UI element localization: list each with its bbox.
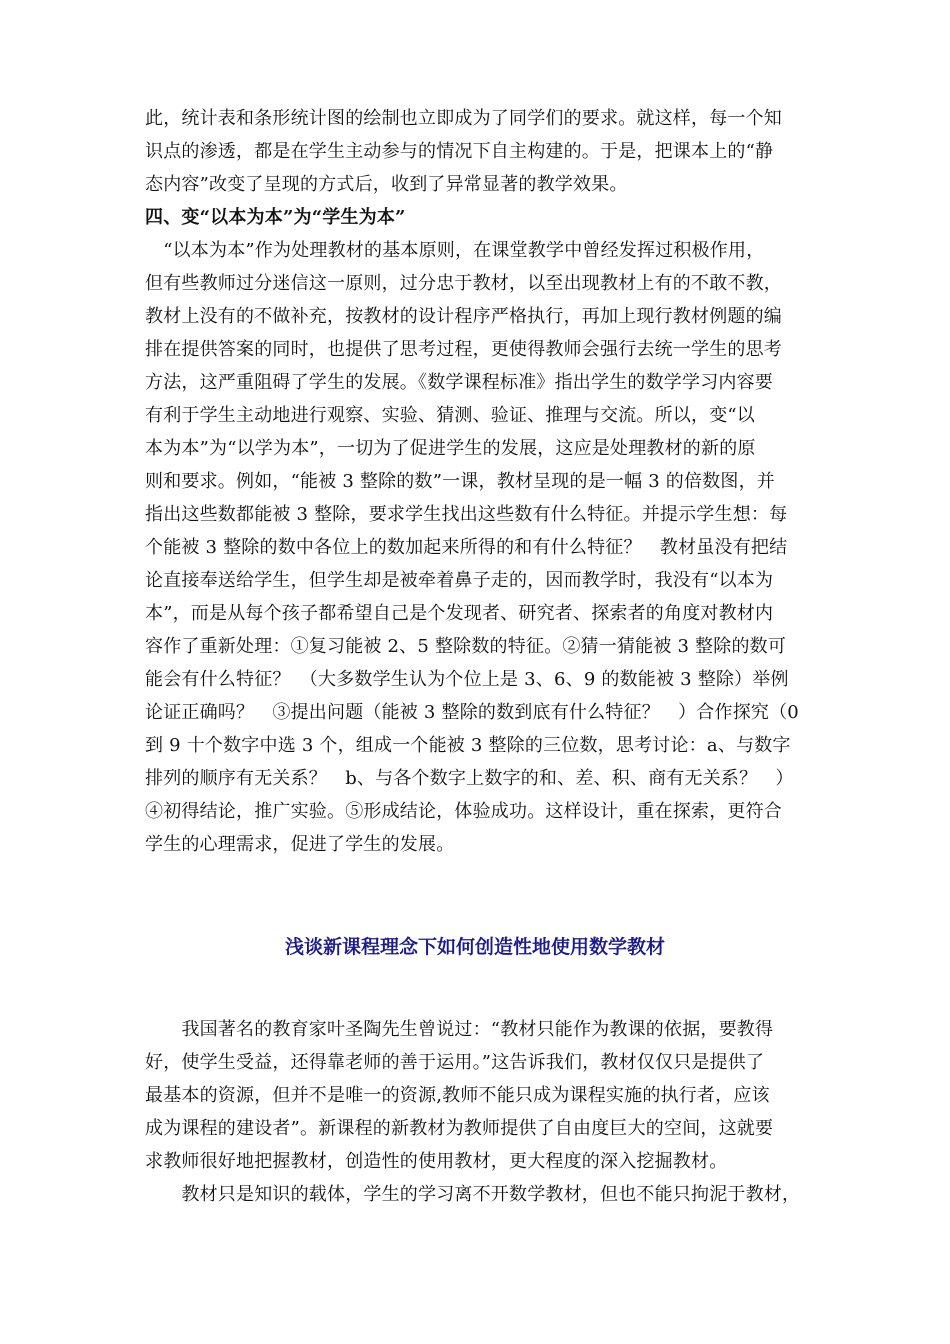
paragraph-line: 成为课程的建设者”。新课程的新教材为教师提供了自由度巨大的空间，这就要 <box>145 1118 774 1139</box>
paragraph-line: ④初得结论，推广实验。⑤形成结论，体验成功。这样设计，重在探索，更符合 <box>145 801 782 822</box>
paragraph-line: 教材上没有的不做补充，按教材的设计程序严格执行，再加上现行教材例题的编 <box>145 306 782 327</box>
paragraph-line: 方法，这严重阻碍了学生的发展。《数学课程标准》指出学生的数学学习内容要 <box>145 372 773 393</box>
paragraph-line: 排在提供答案的同时，也提供了思考过程，更使得教师会强行去统一学生的思考 <box>145 339 782 360</box>
paragraph-line: 个能被 3 整除的数中各位上的数加起来所得的和有什么特征？ 教材虽没有把结 <box>145 537 788 558</box>
paragraph-line: 我国著名的教育家叶圣陶先生曾说过：“教材只能作为教课的依据，要教得 <box>145 1019 774 1040</box>
paragraph-line: 指出这些数都能被 3 整除，要求学生找出这些数有什么特征。并提示学生想：每 <box>145 504 788 525</box>
paragraph-line: 论证正确吗？ ③提出问题（能被 3 整除的数到底有什么特征？ ）合作探究（0 <box>145 702 799 723</box>
paragraph-line: 教材只是知识的载体，学生的学习离不开数学教材，但也不能只拘泥于教材， <box>145 1184 801 1205</box>
paragraph-line: 本”，而是从每个孩子都希望自己是个发现者、研究者、探索者的角度对教材内 <box>145 603 774 624</box>
paragraph-line: 排列的顺序有无关系？ b、与各个数字上数字的和、差、积、商有无关系？ ） <box>145 768 794 789</box>
section-heading: 四、变“以本为本”为“学生为本” <box>145 207 406 228</box>
paragraph-line: 论直接奉送给学生，但学生却是被牵着鼻子走的，因而教学时，我没有“以本为 <box>145 570 774 591</box>
paragraph-line: 求教师很好地把握教材，创造性的使用教材，更大程度的深入挖掘教材。 <box>145 1151 728 1172</box>
paragraph-line: 有利于学生主动地进行观察、实验、猜测、验证、推理与交流。所以，变“以 <box>145 405 755 426</box>
paragraph-line: 到 9 十个数字中选 3 个，组成一个能被 3 整除的三位数，思考讨论：a、与数字 <box>145 735 791 756</box>
paragraph-line: 容作了重新处理：①复习能被 2、5 整除数的特征。②猜一猜能被 3 整除的数可 <box>145 636 787 657</box>
paragraph-line: 学生的心理需求，促进了学生的发展。 <box>145 834 455 855</box>
paragraph-line: 好，使学生受益，还得靠老师的善于运用。”这告诉我们，教材仅仅只是提供了 <box>145 1052 765 1073</box>
paragraph-line: 最基本的资源，但并不是唯一的资源,教师不能只成为课程实施的执行者，应该 <box>145 1085 770 1106</box>
paragraph-line: 识点的渗透，都是在学生主动参与的情况下自主构建的。于是，把课本上的“静 <box>145 141 774 162</box>
paragraph-line: 本为本”为“以学为本”，一切为了促进学生的发展，这应是处理教材的新的原 <box>145 438 756 459</box>
paragraph-line: “以本为本”作为处理教材的基本原则，在课堂教学中曾经发挥过积极作用， <box>145 240 765 261</box>
paragraph-line: 则和要求。例如，“能被 3 整除的数”一课，教材呈现的是一幅 3 的倍数图，并 <box>145 471 775 492</box>
article-title: 浅谈新课程理念下如何创造性地使用数学教材 <box>284 936 665 958</box>
paragraph-line: 态内容”改变了呈现的方式后，收到了异常显著的教学效果。 <box>145 174 628 195</box>
paragraph-line: 但有些教师过分迷信这一原则，过分忠于教材，以至出现教材上有的不敢不教， <box>145 273 782 294</box>
paragraph-line: 能会有什么特征？ （大多数学生认为个位上是 3、6、9 的数能被 3 整除）举例 <box>145 669 789 690</box>
paragraph-line: 此，统计表和条形统计图的绘制也立即成为了同学们的要求。就这样，每一个知 <box>145 108 782 129</box>
